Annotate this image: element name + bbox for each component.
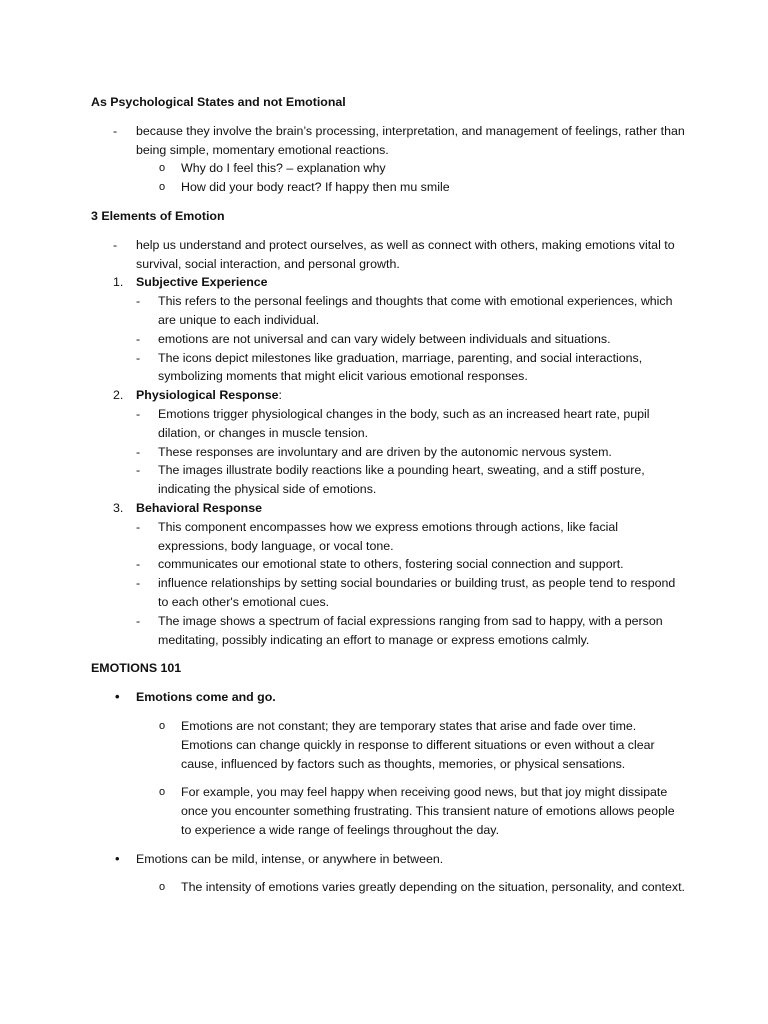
bullet-icon: • bbox=[115, 689, 120, 705]
list-item bbox=[91, 555, 688, 574]
sub-list-item-text: How did your body react? If happy then mu smile bbox=[181, 180, 450, 195]
dash-marker: - bbox=[136, 576, 141, 591]
list-item bbox=[91, 349, 688, 387]
section1-list bbox=[91, 122, 688, 197]
dash-marker: - bbox=[136, 463, 141, 478]
dash-marker: - bbox=[136, 519, 141, 534]
list-item bbox=[91, 518, 688, 556]
numbered-item-title: Behavioral Response bbox=[136, 500, 263, 515]
bullet-item-emotions-come-and-go bbox=[91, 688, 688, 707]
list-item-text: help us understand and protect ourselves, as well as connect with others, making emotions vital to survival, social interaction, and personal growth. bbox=[136, 237, 675, 271]
bullet-item-text: Emotions can be mild, intense, or anywhere in between. bbox=[136, 851, 444, 866]
list-item-text: This refers to the personal feelings and thoughts that come with emotional experiences, which are unique to each individual. bbox=[158, 294, 673, 327]
list-item-text: The icons depict milestones like graduation, marriage, parenting, and social interactions, symbolizing moments that might elicit various emotional responses. bbox=[158, 350, 643, 384]
sub-list-item-text: Why do I feel this? – explanation why bbox=[181, 161, 386, 176]
dash-marker: - bbox=[136, 406, 141, 421]
dash-marker: - bbox=[136, 613, 141, 628]
list-item-text: The image shows a spectrum of facial expressions ranging from sad to happy, with a person meditating, possibly indicating an effort to manage or express emotions calmly. bbox=[158, 613, 663, 647]
numbered-item-suffix: : bbox=[278, 388, 282, 403]
sub-list-item-text: For example, you may feel happy when receiving good news, but that joy might dissipate once you encounter something frustrating. This transient nature of emotions allows people to experience a wide range of feelings throughout the day. bbox=[181, 785, 675, 837]
numbered-item-title: Physiological Response bbox=[136, 388, 279, 403]
circle-bullet-icon: o bbox=[159, 719, 166, 732]
list-item bbox=[91, 461, 688, 499]
list-item-text: communicates our emotional state to others, fostering social connection and support. bbox=[158, 557, 624, 572]
number-marker: 3. bbox=[113, 500, 124, 515]
dash-marker: - bbox=[136, 350, 141, 365]
dash-marker: - bbox=[113, 237, 118, 252]
dash-marker: - bbox=[136, 294, 141, 309]
list-item-text: Emotions trigger physiological changes in the body, such as an increased heart rate, pupil dilation, or changes in muscle tension. bbox=[158, 406, 650, 440]
numbered-item-physiological-response bbox=[91, 386, 688, 405]
bullet-icon: • bbox=[115, 850, 120, 866]
numbered-item-subjective-experience bbox=[91, 273, 688, 292]
list-item bbox=[91, 574, 688, 612]
bullet-item-text: Emotions come and go. bbox=[136, 690, 276, 705]
list-item bbox=[91, 612, 688, 650]
circle-bullet-icon: o bbox=[159, 181, 166, 194]
numbered-item-behavioral-response bbox=[91, 499, 688, 518]
dash-marker: - bbox=[136, 557, 141, 572]
list-item-text: because they involve the brain’s processing, interpretation, and management of feelings, rather than being simple, momentary emotional reactions. bbox=[136, 123, 685, 157]
numbered-item-title: Subjective Experience bbox=[136, 275, 268, 290]
circle-bullet-icon: o bbox=[159, 786, 166, 799]
number-marker: 2. bbox=[113, 388, 124, 403]
section2-list bbox=[91, 236, 688, 650]
list-item-text: This component encompasses how we express emotions through actions, like facial expressions, body language, or vocal tone. bbox=[158, 519, 619, 553]
sub-list-item bbox=[91, 178, 688, 197]
bullet-item-emotion-intensity bbox=[91, 850, 688, 869]
list-item bbox=[91, 330, 688, 349]
list-item-text: emotions are not universal and can vary widely between individuals and situations. bbox=[158, 331, 611, 346]
sub-list-item-text: The intensity of emotions varies greatly depending on the situation, personality, and context. bbox=[181, 880, 685, 895]
list-item bbox=[91, 443, 688, 462]
sub-list-item bbox=[91, 783, 688, 839]
list-item-text: influence relationships by setting social boundaries or building trust, as people tend to respond to each other's emotional cues. bbox=[158, 576, 676, 609]
section-heading-three-elements: 3 Elements of Emotion bbox=[91, 208, 225, 223]
dash-marker: - bbox=[136, 444, 141, 459]
list-item bbox=[91, 236, 688, 274]
list-item-text: The images illustrate bodily reactions like a pounding heart, sweating, and a stiff posture, indicating the physical side of emotions. bbox=[158, 463, 645, 497]
circle-bullet-icon: o bbox=[159, 881, 166, 894]
number-marker: 1. bbox=[113, 275, 124, 290]
dash-marker: - bbox=[113, 123, 118, 138]
list-item bbox=[91, 122, 688, 160]
list-item-text: These responses are involuntary and are driven by the autonomic nervous system. bbox=[158, 444, 612, 459]
list-item bbox=[91, 292, 688, 330]
dash-marker: - bbox=[136, 331, 141, 346]
list-item bbox=[91, 405, 688, 443]
circle-bullet-icon: o bbox=[159, 162, 166, 175]
sub-list-item bbox=[91, 878, 688, 897]
sub-list-item bbox=[91, 159, 688, 178]
sub-list-item bbox=[91, 717, 688, 773]
sub-list-item-text: Emotions are not constant; they are temporary states that arise and fade over time. Emotions can change quickly in response to different situations or even without a clear cause, influenced by factors such as thoughts, memories, or physical sensations. bbox=[181, 718, 655, 771]
section-heading-emotions-101: EMOTIONS 101 bbox=[91, 661, 182, 676]
section-heading-psychological-states: As Psychological States and not Emotional bbox=[91, 95, 346, 109]
section3-list bbox=[91, 688, 688, 897]
